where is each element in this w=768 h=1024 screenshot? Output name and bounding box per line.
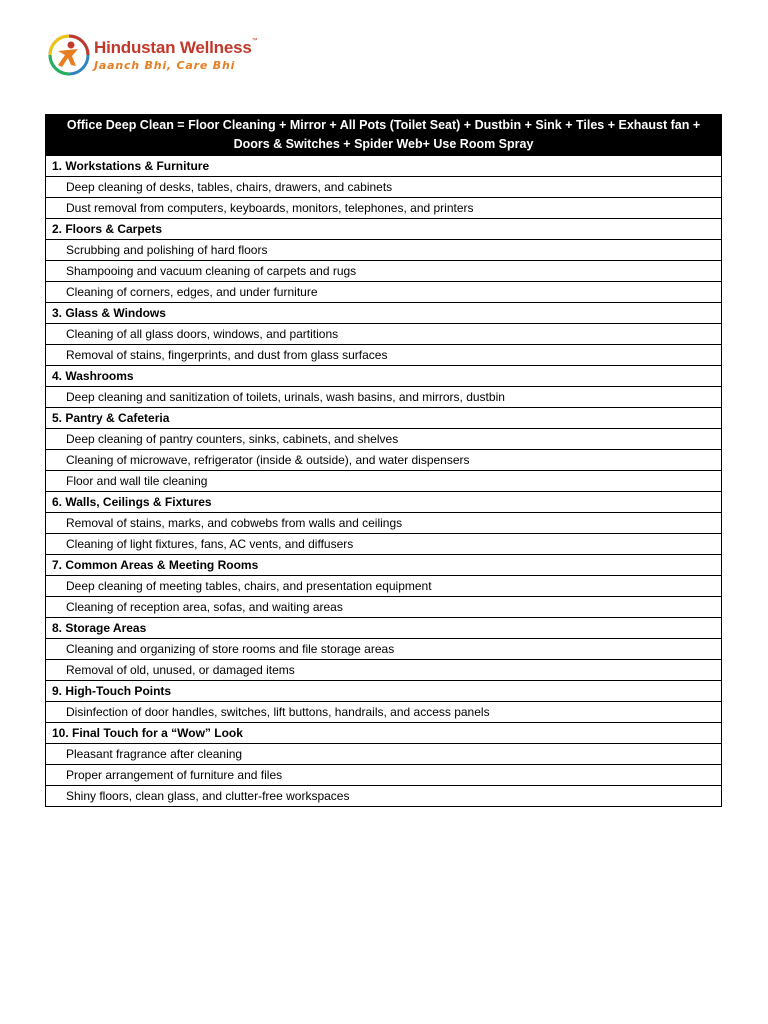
task-item: Scrubbing and polishing of hard floors <box>46 240 722 261</box>
task-item: Disinfection of door handles, switches, lift buttons, handrails, and access panels <box>46 702 722 723</box>
task-item: Cleaning of corners, edges, and under furniture <box>46 282 722 303</box>
task-row <box>46 198 722 219</box>
task-item: Floor and wall tile cleaning <box>46 471 722 492</box>
task-item: Cleaning of light fixtures, fans, AC vents, and diffusers <box>46 534 722 555</box>
task-item: Cleaning and organizing of store rooms and file storage areas <box>46 639 722 660</box>
section-title: 9. High-Touch Points <box>46 681 722 702</box>
task-item: Removal of old, unused, or damaged items <box>46 660 722 681</box>
task-item: Pleasant fragrance after cleaning <box>46 744 722 765</box>
task-row <box>46 450 722 471</box>
task-item: Dust removal from computers, keyboards, monitors, telephones, and printers <box>46 198 722 219</box>
section-row <box>46 408 722 429</box>
section-title: 5. Pantry & Cafeteria <box>46 408 722 429</box>
task-row <box>46 597 722 618</box>
task-row <box>46 702 722 723</box>
section-row <box>46 492 722 513</box>
task-row <box>46 387 722 408</box>
task-row <box>46 240 722 261</box>
section-title: 10. Final Touch for a “Wow” Look <box>46 723 722 744</box>
task-item: Deep cleaning of pantry counters, sinks, cabinets, and shelves <box>46 429 722 450</box>
task-item: Cleaning of reception area, sofas, and waiting areas <box>46 597 722 618</box>
brand-tagline: Jaanch Bhi, Care Bhi <box>94 59 236 72</box>
task-item: Cleaning of all glass doors, windows, and partitions <box>46 324 722 345</box>
cleaning-checklist-table <box>45 114 722 807</box>
task-row <box>46 282 722 303</box>
task-row <box>46 765 722 786</box>
section-title: 7. Common Areas & Meeting Rooms <box>46 555 722 576</box>
section-row <box>46 366 722 387</box>
task-row <box>46 744 722 765</box>
task-item: Proper arrangement of furniture and files <box>46 765 722 786</box>
task-row <box>46 513 722 534</box>
brand-name: Hindustan Wellness™ <box>94 38 258 57</box>
section-row <box>46 723 722 744</box>
task-row <box>46 177 722 198</box>
section-row <box>46 303 722 324</box>
section-title: 6. Walls, Ceilings & Fixtures <box>46 492 722 513</box>
task-item: Deep cleaning and sanitization of toilets, urinals, wash basins, and mirrors, dustbin <box>46 387 722 408</box>
section-row <box>46 618 722 639</box>
brand-logo <box>48 32 258 82</box>
task-item: Deep cleaning of desks, tables, chairs, drawers, and cabinets <box>46 177 722 198</box>
task-row <box>46 324 722 345</box>
section-row <box>46 681 722 702</box>
task-row <box>46 639 722 660</box>
section-title: 1. Workstations & Furniture <box>46 156 722 177</box>
section-row <box>46 555 722 576</box>
checklist-header: Office Deep Clean = Floor Cleaning + Mirror + All Pots (Toilet Seat) + Dustbin + Sink + Tiles + Exhaust fan + Doors & Switches + Spider Web+ Use Room Spray <box>46 115 722 156</box>
task-row <box>46 534 722 555</box>
section-title: 2. Floors & Carpets <box>46 219 722 240</box>
section-title: 8. Storage Areas <box>46 618 722 639</box>
task-row <box>46 261 722 282</box>
task-item: Removal of stains, fingerprints, and dust from glass surfaces <box>46 345 722 366</box>
task-item: Removal of stains, marks, and cobwebs from walls and ceilings <box>46 513 722 534</box>
section-row <box>46 156 722 177</box>
task-row <box>46 471 722 492</box>
header-row <box>46 115 722 156</box>
trademark-symbol: ™ <box>251 38 258 44</box>
task-row <box>46 786 722 807</box>
section-title: 3. Glass & Windows <box>46 303 722 324</box>
logo-mark-icon <box>48 34 90 76</box>
section-title: 4. Washrooms <box>46 366 722 387</box>
task-row <box>46 576 722 597</box>
task-item: Deep cleaning of meeting tables, chairs, and presentation equipment <box>46 576 722 597</box>
task-item: Shampooing and vacuum cleaning of carpets and rugs <box>46 261 722 282</box>
task-row <box>46 429 722 450</box>
task-row <box>46 660 722 681</box>
task-row <box>46 345 722 366</box>
task-item: Shiny floors, clean glass, and clutter-free workspaces <box>46 786 722 807</box>
section-row <box>46 219 722 240</box>
task-item: Cleaning of microwave, refrigerator (inside & outside), and water dispensers <box>46 450 722 471</box>
